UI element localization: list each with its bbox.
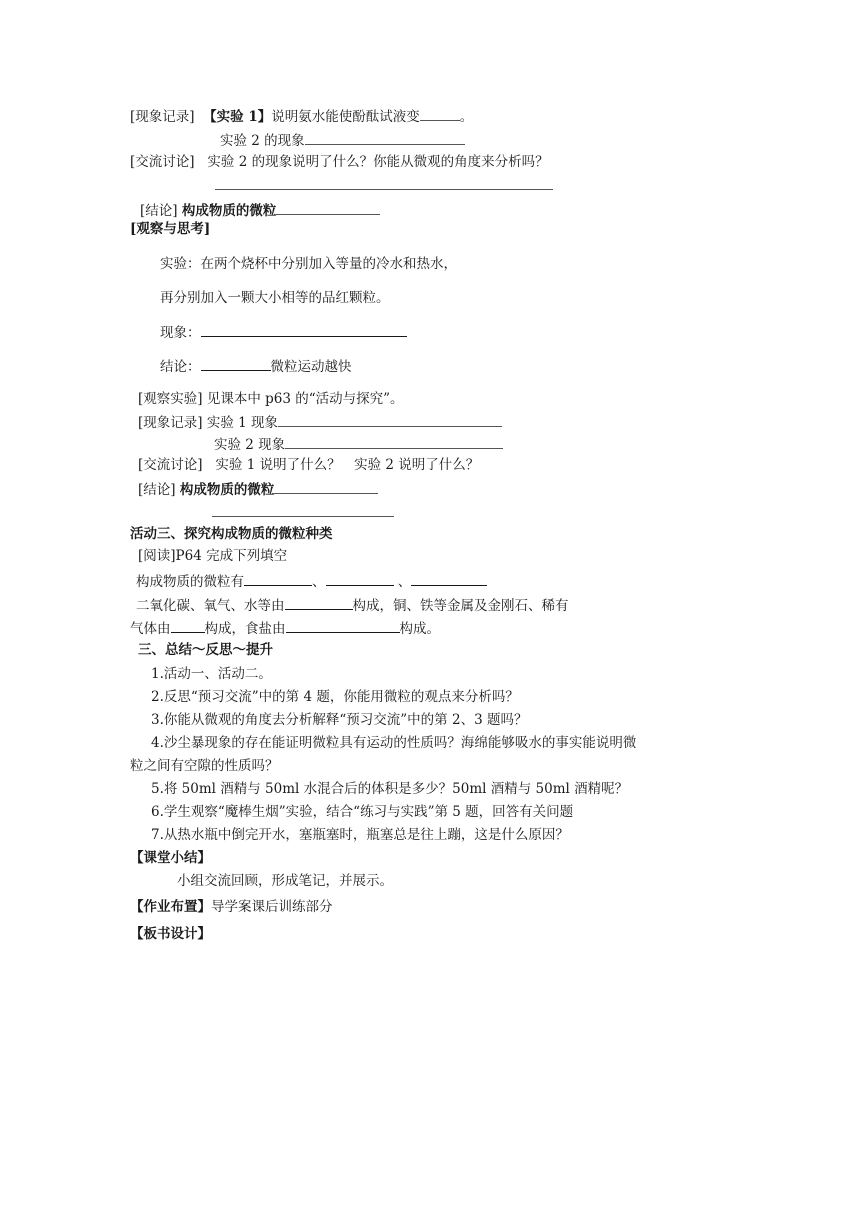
constitute-text: 构成， [352,598,393,614]
blank [201,322,407,337]
class-summary-title: 【课堂小结】 [130,850,211,866]
observe-experiment-text: 见课本中 p63 的“活动与探究”。 [206,391,404,407]
conclusion-text: 构成物质的微粒 [181,203,277,219]
blank [285,434,503,449]
exp1-phenomenon-text: 实验 1 现象 [206,415,279,431]
summary-item-7: 7.从热水瓶中倒完开水，塞瓶塞时，瓶塞总是往上蹦，这是什么原因？ [151,827,569,843]
read-line: [阅读]P64 完成下列填空 [138,548,288,564]
summary-item-4-cont: 粒之间有空隙的性质吗？ [130,758,279,774]
salt-text: 构成，食盐由 [204,621,286,637]
conclusion-label: [结论] [140,203,178,219]
observe-heading: [观察与思考] [130,221,211,237]
discuss-text: 实验 1 说明了什么？ 实验 2 说明了什么？ [215,457,480,473]
record-label: [现象记录] [130,109,195,125]
record-line-2 [138,412,502,432]
class-summary-text: 小组交流回顾，形成笔记，并展示。 [177,873,393,889]
blank [244,571,312,586]
conclusion-line [140,200,380,220]
molecule-text: 二氧化碳、氧气、水等由 [136,598,285,614]
exp2-line [220,130,465,150]
answer-line [212,516,394,517]
conclusion2-line [160,356,352,376]
blank [276,200,380,215]
summary-item-4: 4.沙尘暴现象的存在能证明微粒具有运动的性质吗？海绵能够吸水的事实能说明微 [151,735,637,751]
discuss-line-2 [138,456,479,474]
experiment-line-1: 实验：在两个烧杯中分别加入等量的冷水和热水， [160,256,457,272]
blank [285,595,353,610]
exp2-phenomenon-text: 实验 2 现象 [214,437,286,453]
blank [201,356,271,371]
exp1-text: 说明氨水能使酚酞试液变 [271,109,420,125]
discuss-line [130,153,549,171]
blank [411,571,487,586]
conclusion-text: 构成物质的微粒 [179,482,275,498]
end-text: 构成。 [399,621,440,637]
atom-ion-line [130,618,440,638]
separator: 、 [397,574,412,590]
blank [326,571,394,586]
exp1-bracket: 【实验 1】 [203,109,272,125]
summary-item-6: 6.学生观察“魔棒生烟”实验，结合“练习与实践”第 5 题，回答有关问题 [151,804,574,820]
homework-label: 【作业布置】 [130,899,211,915]
conclusion-line-2 [138,479,378,499]
summary-title: 三、总结～反思～提升 [138,642,273,658]
blank [286,618,400,633]
exp2-text: 实验 2 的现象 [220,133,305,149]
record-label: [现象记录] [138,415,203,431]
phenomenon-line [160,322,407,342]
discuss-label: [交流讨论] [138,457,203,473]
metal-text: 铜、铁等金属及金刚石、稀有 [393,598,569,614]
summary-item-5: 5.将 50ml 酒精与 50ml 水混合后的体积是多少？50ml 酒精与 50ml 酒精呢？ [151,781,629,797]
conclusion2-text: 微粒运动越快 [270,359,352,375]
conclusion-label: [结论] [138,482,176,498]
separator: 、 [312,574,326,590]
board-design-label: 【板书设计】 [130,926,211,942]
homework-line [130,898,333,916]
blank [278,412,502,427]
blank [305,130,465,145]
phenomenon-label: 现象： [160,325,201,341]
observe-experiment-label: [观察实验] [138,391,203,407]
summary-item-1: 1.活动一、活动二。 [151,666,272,682]
particles-text: 构成物质的微粒有 [136,574,244,590]
summary-item-2: 2.反思“预习交流”中的第 4 题，你能用微粒的观点来分析吗？ [151,689,519,705]
period: 。 [459,109,474,125]
blank [171,618,205,633]
blank [420,106,460,121]
homework-text: 导学案课后训练部分 [211,899,333,915]
activity3-title: 活动三、探究构成物质的微粒种类 [130,526,333,542]
experiment-line-2: 再分别加入一颗大小相等的品红颗粒。 [160,290,390,306]
summary-item-3: 3.你能从微观的角度去分析解释“预习交流”中的第 2、3 题吗？ [151,712,528,728]
molecule-line [136,595,569,615]
conclusion2-label: 结论： [160,359,201,375]
gas-text: 气体由 [130,621,171,637]
particles-line [136,571,487,591]
answer-line [215,189,553,190]
record-line-1 [130,106,473,126]
discuss-text: 实验 2 的现象说明了什么？你能从微观的角度来分析吗？ [207,154,549,170]
blank [274,479,378,494]
exp2-phenomenon-line [214,434,503,454]
observe-experiment-line [138,390,404,408]
discuss-label: [交流讨论] [130,154,195,170]
